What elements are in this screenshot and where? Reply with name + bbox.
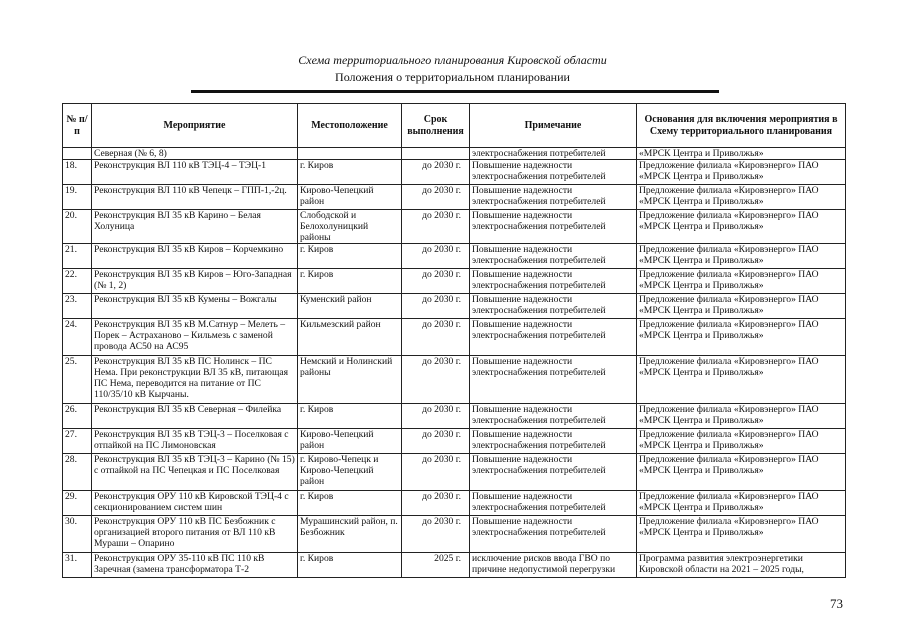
cell-event: Реконструкция ОРУ 35-110 кВ ПС 110 кВ Заречная (замена трансформатора Т-2 bbox=[92, 553, 298, 578]
cell-note: исключение рисков ввода ГВО по причине недопустимой перегрузки bbox=[470, 553, 637, 578]
cell-number: 28. bbox=[63, 454, 92, 491]
table-row bbox=[63, 160, 846, 185]
cell-number: 24. bbox=[63, 319, 92, 356]
cell-location: г. Киров bbox=[298, 404, 402, 429]
cell-event: Реконструкция ВЛ 110 кВ ТЭЦ-4 – ТЭЦ-1 bbox=[92, 160, 298, 185]
cell-event: Северная (№ 6, 8) bbox=[92, 148, 298, 160]
column-header-event: Мероприятие bbox=[92, 104, 298, 148]
cell-note: Повышение надежности электроснабжения потребителей bbox=[470, 185, 637, 210]
cell-location: г. Киров bbox=[298, 491, 402, 516]
cell-location: г. Киров bbox=[298, 244, 402, 269]
document-title: Схема территориального планирования Кировской области bbox=[298, 53, 607, 67]
table-row bbox=[63, 269, 846, 294]
cell-event: Реконструкция ВЛ 35 кВ Кумены – Вожгалы bbox=[92, 294, 298, 319]
cell-term: до 2030 г. bbox=[402, 160, 470, 185]
cell-basis: Предложение филиала «Кировэнерго» ПАО «МРСК Центра и Приволжья» bbox=[637, 454, 846, 491]
cell-term: до 2030 г. bbox=[402, 356, 470, 404]
cell-term: до 2030 г. bbox=[402, 454, 470, 491]
cell-location: г. Кирово-Чепецк и Кирово-Чепецкий район bbox=[298, 454, 402, 491]
cell-location: Немский и Нолинский районы bbox=[298, 356, 402, 404]
cell-basis: Предложение филиала «Кировэнерго» ПАО «МРСК Центра и Приволжья» bbox=[637, 356, 846, 404]
cell-note: Повышение надежности электроснабжения потребителей bbox=[470, 516, 637, 553]
cell-basis: Предложение филиала «Кировэнерго» ПАО «МРСК Центра и Приволжья» bbox=[637, 319, 846, 356]
cell-basis: Предложение филиала «Кировэнерго» ПАО «МРСК Центра и Приволжья» bbox=[637, 404, 846, 429]
cell-basis: Предложение филиала «Кировэнерго» ПАО «МРСК Центра и Приволжья» bbox=[637, 429, 846, 454]
cell-note: Повышение надежности электроснабжения потребителей bbox=[470, 210, 637, 244]
cell-event: Реконструкция ВЛ 35 кВ ТЭЦ-3 – Карино (№ 15) с отпайкой на ПС Чепецкая и ПС Поселковая bbox=[92, 454, 298, 491]
cell-term: до 2030 г. bbox=[402, 319, 470, 356]
cell-note: Повышение надежности электроснабжения потребителей bbox=[470, 160, 637, 185]
cell-number: 30. bbox=[63, 516, 92, 553]
cell-number: 29. bbox=[63, 491, 92, 516]
column-header-note: Примечание bbox=[470, 104, 637, 148]
table-row bbox=[63, 491, 846, 516]
column-header-location: Местоположение bbox=[298, 104, 402, 148]
cell-location: Мурашинский район, п. Безбожник bbox=[298, 516, 402, 553]
cell-basis: Предложение филиала «Кировэнерго» ПАО «МРСК Центра и Приволжья» bbox=[637, 516, 846, 553]
cell-note: Повышение надежности электроснабжения потребителей bbox=[470, 429, 637, 454]
cell-basis: Предложение филиала «Кировэнерго» ПАО «МРСК Центра и Приволжья» bbox=[637, 269, 846, 294]
document-subtitle: Положения о территориальном планировании bbox=[335, 70, 570, 84]
cell-number: 23. bbox=[63, 294, 92, 319]
cell-term bbox=[402, 148, 470, 160]
cell-location: Куменский район bbox=[298, 294, 402, 319]
cell-event: Реконструкция ОРУ 110 кВ Кировской ТЭЦ-4 с секционированием систем шин bbox=[92, 491, 298, 516]
cell-note: Повышение надежности электроснабжения потребителей bbox=[470, 269, 637, 294]
table-row bbox=[63, 148, 846, 160]
cell-number bbox=[63, 148, 92, 160]
cell-term: до 2030 г. bbox=[402, 404, 470, 429]
cell-event: Реконструкция ВЛ 35 кВ М.Сатнур – Мелеть – Порек – Астраханово – Кильмезь с заменой провода АС50 на АС95 bbox=[92, 319, 298, 356]
cell-number: 22. bbox=[63, 269, 92, 294]
table-row bbox=[63, 404, 846, 429]
cell-event: Реконструкция ВЛ 35 кВ ПС Нолинск – ПС Нема. При реконструкции ВЛ 35 кВ, питающая ПС Нема, переводится на питание от ПС 110/35/10 кВ Кырчаны. bbox=[92, 356, 298, 404]
cell-basis: Предложение филиала «Кировэнерго» ПАО «МРСК Центра и Приволжья» bbox=[637, 160, 846, 185]
cell-number: 18. bbox=[63, 160, 92, 185]
cell-basis: «МРСК Центра и Приволжья» bbox=[637, 148, 846, 160]
cell-term: до 2030 г. bbox=[402, 244, 470, 269]
cell-note: Повышение надежности электроснабжения потребителей bbox=[470, 319, 637, 356]
table-row bbox=[63, 356, 846, 404]
cell-event: Реконструкция ВЛ 35 кВ Северная – Филейка bbox=[92, 404, 298, 429]
cell-location: Кирово-Чепецкий район bbox=[298, 429, 402, 454]
cell-basis: Предложение филиала «Кировэнерго» ПАО «МРСК Центра и Приволжья» bbox=[637, 185, 846, 210]
cell-basis: Предложение филиала «Кировэнерго» ПАО «МРСК Центра и Приволжья» bbox=[637, 244, 846, 269]
measures-table bbox=[62, 103, 846, 578]
cell-location: г. Киров bbox=[298, 160, 402, 185]
cell-number: 20. bbox=[63, 210, 92, 244]
column-header-basis: Основания для включения мероприятия в Схему территориального планирования bbox=[637, 104, 846, 148]
cell-note: Повышение надежности электроснабжения потребителей bbox=[470, 491, 637, 516]
cell-number: 31. bbox=[63, 553, 92, 578]
cell-event: Реконструкция ВЛ 35 кВ Карино – Белая Холуница bbox=[92, 210, 298, 244]
cell-location: г. Киров bbox=[298, 269, 402, 294]
header-divider bbox=[191, 90, 719, 93]
cell-event: Реконструкция ВЛ 35 кВ Киров – Юго-Западная (№ 1, 2) bbox=[92, 269, 298, 294]
cell-term: до 2030 г. bbox=[402, 269, 470, 294]
table-row bbox=[63, 553, 846, 578]
cell-location: Кильмезский район bbox=[298, 319, 402, 356]
cell-basis: Предложение филиала «Кировэнерго» ПАО «МРСК Центра и Приволжья» bbox=[637, 491, 846, 516]
cell-term: 2025 г. bbox=[402, 553, 470, 578]
cell-note: Повышение надежности электроснабжения потребителей bbox=[470, 294, 637, 319]
cell-number: 27. bbox=[63, 429, 92, 454]
table-row bbox=[63, 516, 846, 553]
cell-term: до 2030 г. bbox=[402, 185, 470, 210]
cell-number: 21. bbox=[63, 244, 92, 269]
cell-event: Реконструкция ОРУ 110 кВ ПС Безбожник с организацией второго питания от ВЛ 110 кВ Мураши – Опарино bbox=[92, 516, 298, 553]
cell-note: Повышение надежности электроснабжения потребителей bbox=[470, 356, 637, 404]
page-number: 73 bbox=[830, 596, 843, 611]
column-header-term: Срок выполнения bbox=[402, 104, 470, 148]
cell-term: до 2030 г. bbox=[402, 294, 470, 319]
table-header-row bbox=[63, 104, 846, 148]
table-row bbox=[63, 294, 846, 319]
cell-number: 26. bbox=[63, 404, 92, 429]
cell-basis: Предложение филиала «Кировэнерго» ПАО «МРСК Центра и Приволжья» bbox=[637, 210, 846, 244]
cell-basis: Предложение филиала «Кировэнерго» ПАО «МРСК Центра и Приволжья» bbox=[637, 294, 846, 319]
table-row bbox=[63, 319, 846, 356]
cell-note: Повышение надежности электроснабжения потребителей bbox=[470, 454, 637, 491]
table-body bbox=[63, 148, 846, 578]
cell-event: Реконструкция ВЛ 110 кВ Чепецк – ГПП-1,-2ц. bbox=[92, 185, 298, 210]
table-row bbox=[63, 210, 846, 244]
cell-location: г. Киров bbox=[298, 553, 402, 578]
table-row bbox=[63, 244, 846, 269]
cell-number: 19. bbox=[63, 185, 92, 210]
cell-location: Кирово-Чепецкий район bbox=[298, 185, 402, 210]
cell-term: до 2030 г. bbox=[402, 429, 470, 454]
cell-number: 25. bbox=[63, 356, 92, 404]
cell-note: Повышение надежности электроснабжения потребителей bbox=[470, 244, 637, 269]
cell-note: Повышение надежности электроснабжения потребителей bbox=[470, 404, 637, 429]
cell-basis: Программа развития электроэнергетики Кировской области на 2021 – 2025 годы, bbox=[637, 553, 846, 578]
cell-term: до 2030 г. bbox=[402, 491, 470, 516]
cell-location bbox=[298, 148, 402, 160]
cell-note: электроснабжения потребителей bbox=[470, 148, 637, 160]
cell-event: Реконструкция ВЛ 35 кВ ТЭЦ-3 – Поселковая с отпайкой на ПС Лимоновская bbox=[92, 429, 298, 454]
table-row bbox=[63, 429, 846, 454]
cell-event: Реконструкция ВЛ 35 кВ Киров – Корчемкино bbox=[92, 244, 298, 269]
column-header-number: № п/п bbox=[63, 104, 92, 148]
table-row bbox=[63, 185, 846, 210]
table-row bbox=[63, 454, 846, 491]
cell-term: до 2030 г. bbox=[402, 210, 470, 244]
cell-location: Слободской и Белохолуницкий районы bbox=[298, 210, 402, 244]
cell-term: до 2030 г. bbox=[402, 516, 470, 553]
